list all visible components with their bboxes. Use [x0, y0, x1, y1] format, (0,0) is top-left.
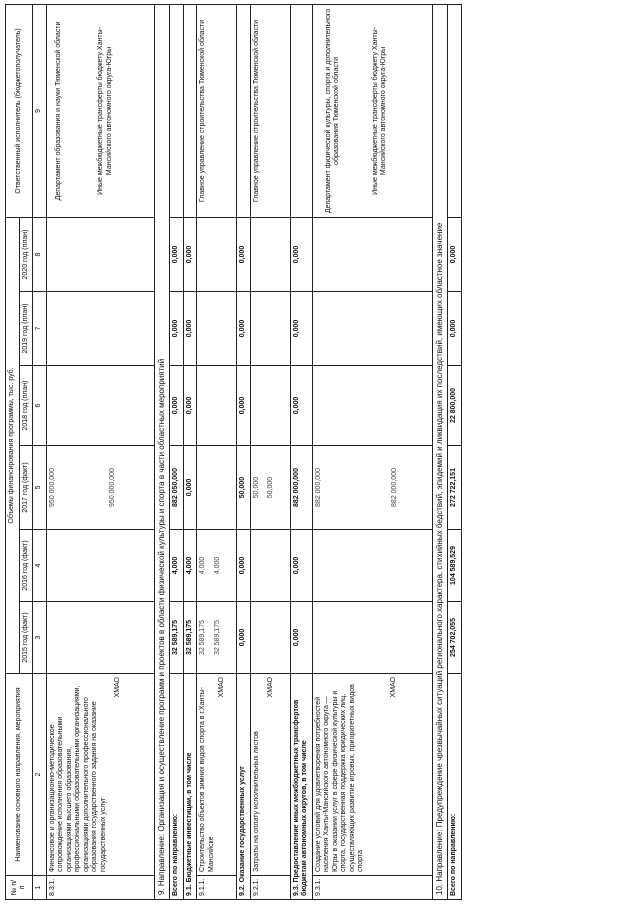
cell-value: [312, 602, 432, 674]
cell-value: 0,000: [290, 292, 312, 366]
header-year: 2018 год (план): [19, 366, 33, 446]
section-row: [154, 4, 170, 899]
cell-value: 0,000: [448, 217, 462, 291]
cell-value: 4,000: [170, 530, 184, 602]
row-number: 9.3.1.: [312, 876, 432, 900]
executor-cell: [448, 4, 462, 217]
row-name-text: Затраты на оплату исполнительных листов: [252, 731, 260, 872]
executor-text: Иные межбюджетные трансферты бюджету Ханты-Мансийского автономного округа-Югры: [371, 27, 387, 195]
column-number-row: [33, 4, 47, 899]
region-label: ХМАО: [267, 677, 274, 698]
cell-value: [197, 366, 237, 446]
cell-value: [46, 292, 154, 366]
cell-value: [250, 366, 290, 446]
executor-cell: [170, 4, 184, 217]
cell-value: [197, 446, 237, 530]
column-number: 1: [33, 876, 47, 900]
executor-cell: [183, 4, 197, 217]
cell-value: [197, 217, 237, 291]
cell-value: 32 589,175: [183, 602, 197, 674]
table-row: [183, 4, 197, 899]
total-label: Всего по направлению:: [170, 674, 184, 900]
value-top: 950 000,000: [48, 468, 56, 507]
row-number: 8.3.1.: [46, 876, 154, 900]
row-label: 9.1. Бюджетные инвестиции, в том числе: [183, 674, 197, 900]
executor-cell: [290, 4, 312, 217]
row-number: 9.1.1.: [197, 876, 237, 900]
cell-value: [197, 530, 237, 602]
cell-value: 0,000: [183, 446, 197, 530]
cell-value: 104 589,529: [448, 530, 462, 602]
cell-value: 254 702,055: [448, 602, 462, 674]
header-year: 2016 год (факт): [19, 530, 33, 602]
region-label: ХМАО: [389, 677, 397, 698]
value-bottom: 50,000: [267, 476, 274, 499]
executor-text: Иные межбюджетные трансферты бюджету Ханты-Мансийского автономного округа-Югры: [97, 27, 113, 195]
row-name-text: Финансовое и организационно-методическое сопровождение исполнения образовательными организациями высшего образования, профессиональными образовательными организациями, организациями дополнительного профессионального образования государственного задания на оказание государственных услуг: [48, 685, 107, 872]
cell-value: [46, 366, 154, 446]
value-bottom: 882 000,000: [391, 468, 398, 507]
column-number: 6: [33, 366, 47, 446]
row-name: [197, 674, 237, 876]
value-top: 32 589,175: [199, 619, 206, 656]
cell-value: 882 000,000: [290, 446, 312, 530]
header-year: 2019 год (план): [19, 292, 33, 366]
cell-value: 0,000: [170, 292, 184, 366]
row-name: [46, 674, 154, 876]
cell-value: 272 722,151: [448, 446, 462, 530]
cell-value: [46, 602, 154, 674]
cell-value: [250, 446, 290, 530]
rotated-document-page: [5, 5, 635, 900]
row-label: 9.3. Предоставление иных межбюджетных трансфертов бюджетам автономных округов, в том числе: [290, 674, 312, 900]
cell-value: [312, 292, 432, 366]
cell-value: 0,000: [290, 602, 312, 674]
cell-value: [312, 217, 432, 291]
value-top: 882 000,000: [314, 468, 322, 507]
cell-value: [312, 446, 432, 530]
cell-value: 22 800,000: [448, 366, 462, 446]
cell-value: 0,000: [170, 366, 184, 446]
row-number: 9.2.1.: [250, 876, 290, 900]
value-bottom: 4,000: [213, 556, 221, 575]
cell-value: 0,000: [237, 217, 251, 291]
column-number: 2: [33, 674, 47, 876]
cell-value: 0,000: [290, 217, 312, 291]
table-row: [290, 4, 312, 899]
executor-cell: [46, 4, 154, 217]
executor-cell: [312, 4, 432, 217]
row-label: 9.2. Оказание государственных услуг: [237, 674, 251, 900]
column-number: 3: [33, 602, 47, 674]
column-number: 8: [33, 217, 47, 291]
row-name: [312, 674, 432, 876]
section-row: [432, 4, 448, 899]
cell-value: [312, 530, 432, 602]
cell-value: 4,000: [183, 530, 197, 602]
column-number: 7: [33, 292, 47, 366]
section-title: 9. Направление: Организация и осуществление программ и проектов в области физической культуры и спорта в части областных мероприятий: [154, 4, 170, 899]
column-number: 4: [33, 530, 47, 602]
cell-value: [250, 602, 290, 674]
value-top: 50,000: [252, 476, 260, 499]
cell-value: 0,000: [183, 217, 197, 291]
column-number: 5: [33, 446, 47, 530]
executor-cell: Главное управление строительства Тюменской области: [197, 4, 237, 217]
value-top: 4,000: [199, 556, 206, 575]
cell-value: [46, 217, 154, 291]
cell-value: 0,000: [183, 292, 197, 366]
region-label: ХМАО: [114, 677, 121, 698]
row-name-text: Создание условий для удовлетворения потребностей населения Ханты-Мансийского автономного округа — Югры в оказании услуг в сфере физической культуры и спорта, государственная поддержка юридических лиц, осуществляющих развитие игровых, приоритетных видов спорта: [314, 684, 364, 872]
table-row: [46, 4, 154, 899]
table-row: [197, 4, 237, 899]
header-name: Наименование основного направления, мероприятия: [6, 674, 33, 876]
cell-value: 32 589,175: [170, 602, 184, 674]
cell-value: 0,000: [237, 602, 251, 674]
cell-value: [197, 292, 237, 366]
cell-value: 0,000: [170, 217, 184, 291]
header-year: 2015 год (факт): [19, 602, 33, 674]
table-row: [250, 4, 290, 899]
cell-value: 0,000: [183, 366, 197, 446]
cell-value: [197, 602, 237, 674]
cell-value: [250, 217, 290, 291]
executor-cell: [237, 4, 251, 217]
value-bottom: 32 589,175: [213, 619, 221, 656]
cell-value: [46, 446, 154, 530]
value-bottom: 950 000,000: [109, 468, 116, 507]
header-year: 2017 год (факт): [19, 446, 33, 530]
row-name-text: Строительство объектов зимних видов спорта в г.Ханты-Мансийске: [199, 686, 215, 872]
total-row: [170, 4, 184, 899]
header-row: [6, 4, 20, 899]
column-number: 9: [33, 4, 47, 217]
header-no: № п/п: [6, 876, 33, 900]
executor-text: Департамент физической культуры, спорта и дополнительного образования Тюменской области: [324, 8, 340, 214]
section-title: 10. Направление: Предупреждение чрезвычайных ситуаций регионального характера, стихийных бедствий, эпидемий и ликвидация их последствий, имеющих областное значение: [432, 4, 448, 899]
cell-value: 0,000: [237, 530, 251, 602]
total-row: [448, 4, 462, 899]
total-label: Всего по направлению:: [448, 674, 462, 900]
cell-value: 882 050,000: [170, 446, 184, 530]
cell-value: 0,000: [237, 366, 251, 446]
cell-value: [250, 292, 290, 366]
row-name: [250, 674, 290, 876]
cell-value: [46, 530, 154, 602]
financing-table: [5, 4, 462, 900]
cell-value: [250, 530, 290, 602]
region-label: ХМАО: [218, 677, 225, 698]
table-row: [237, 4, 251, 899]
cell-value: 0,000: [448, 292, 462, 366]
table-row: [312, 4, 432, 899]
cell-value: 50,000: [237, 446, 251, 530]
executor-cell: Главное управление строительства Тюменской области: [250, 4, 290, 217]
executor-text: Департамент образования и науки Тюменской области: [54, 21, 62, 201]
cell-value: 0,000: [237, 292, 251, 366]
header-year: 2020 год (план): [19, 217, 33, 291]
header-executor: Ответственный исполнитель (бюджетополучатель): [6, 4, 33, 217]
cell-value: 0,000: [290, 366, 312, 446]
header-volumes: Объемы финансирования программы, тыс. руб.: [6, 217, 20, 673]
cell-value: [312, 366, 432, 446]
cell-value: 0,000: [290, 530, 312, 602]
